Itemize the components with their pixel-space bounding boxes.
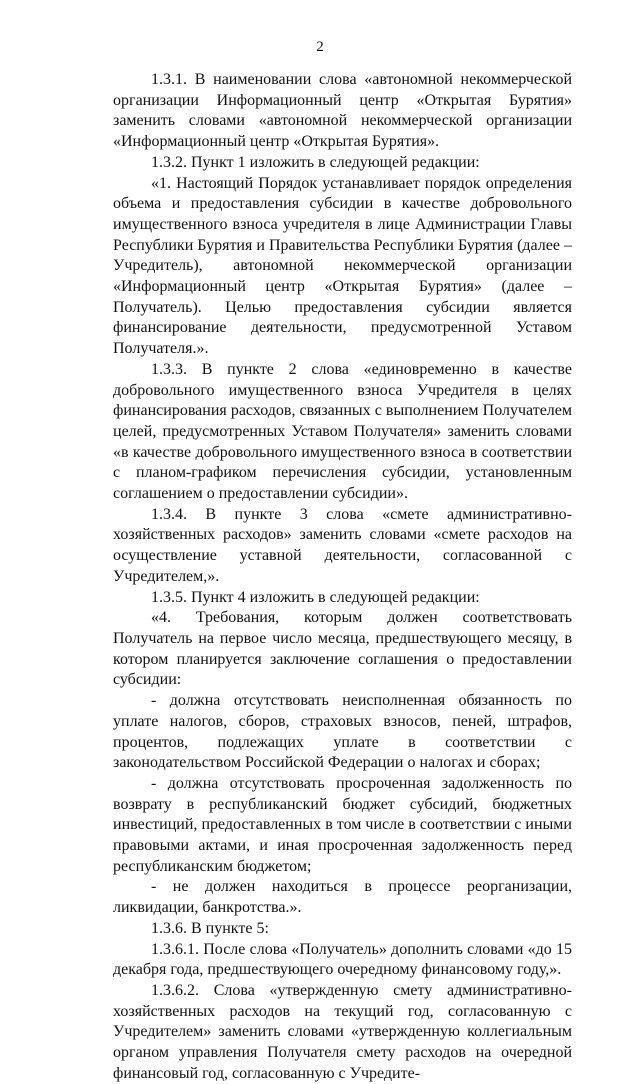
paragraph-1-3-4: 1.3.4. В пункте 3 слова «смете административно-хозяйственных расходов» заменить словами «смете расходов на осуществление уставной деятельности, согласованной с Учредителем,».: [113, 505, 572, 585]
paragraph-clause-4-text: «4. Требования, которым должен соответствовать Получатель на первое число месяца, предшествующего месяцу, в котором планируется заключение соглашения о предоставлении субсидии:: [113, 609, 572, 689]
paragraph-1-3-6-1: 1.3.6.1. После слова «Получатель» дополнить словами «до 15 декабря года, предшествующего очередному финансовому году,».: [113, 940, 572, 979]
paragraph-1-3-2: 1.3.2. Пункт 1 изложить в следующей редакции:: [151, 153, 480, 171]
list-item-reorganization: - не должен находиться в процессе реорганизации, ликвидации, банкротства.».: [113, 878, 572, 917]
paragraph-1-3-3: 1.3.3. В пункте 2 слова «единовременно в качестве добровольного имущественного взноса Учредителя в целях финансирования расходов, связанных с выполнением Получателем целей, предусмотренных Уставом Получателя» заменить словами «в качестве добровольного имущественного взноса в соответствии с планом-графиком перечисления субсидии, установленным соглашением о предоставлении субсидии».: [113, 360, 572, 503]
paragraph-1-3-1: 1.3.1. В наименовании слова «автономной некоммерческой организации Информационный центр «Открытая Бурятия» заменить словами «автономной некоммерческой организации «Информационный центр «Открытая Бурятия».: [113, 71, 572, 151]
list-item-tax-debt: - должна отсутствовать неисполненная обязанность по уплате налогов, сборов, страховых взносов, пеней, штрафов, процентов, подлежащих уплате в соответствии с законодательством Российской Федерации о налогах и сборах;: [113, 692, 572, 772]
document-body: [113, 70, 572, 1084]
paragraph-clause-1-text: «1. Настоящий Порядок устанавливает порядок определения объема и предоставления субсидии в качестве добровольного имущественного взноса учредителя в лице Администрации Главы Республики Бурятия и Правительства Республики Бурятия (далее – Учредитель), автономной некоммерческой организации «Информационный центр «Открытая Бурятия» (далее – Получатель). Целью предоставления субсидии является финансирование деятельности, предусмотренной Уставом Получателя.».: [113, 174, 572, 358]
paragraph-1-3-6: 1.3.6. В пункте 5:: [151, 919, 269, 937]
paragraph-1-3-5: 1.3.5. Пункт 4 изложить в следующей редакции:: [151, 588, 480, 606]
list-item-budget-debt: - должна отсутствовать просроченная задолженность по возврату в республиканский бюджет субсидий, бюджетных инвестиций, предоставленных в том числе в соответствии с иными правовыми актами, и иная просроченная задолженность перед республиканским бюджетом;: [113, 774, 572, 875]
page-number: 2: [316, 39, 324, 55]
paragraph-1-3-6-2: 1.3.6.2. Слова «утвержденную смету административно-хозяйственных расходов на текущий год, согласованную с Учредителем» заменить словами «утвержденную коллегиальным органом управления Получателя смету расходов на очередной финансовый год, согласованную с Учредите-: [113, 981, 572, 1082]
